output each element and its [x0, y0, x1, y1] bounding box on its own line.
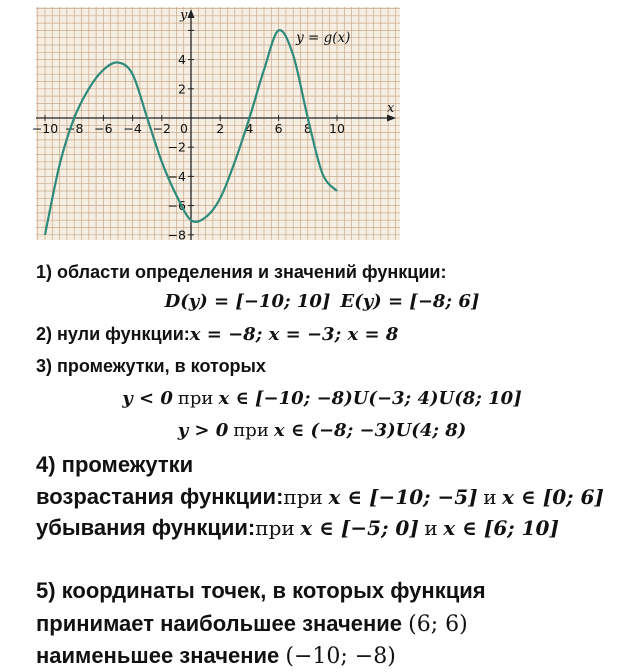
item4-increasing-line — [36, 484, 604, 510]
item4-decreasing-line — [36, 515, 559, 541]
inc-pri: при — [283, 485, 323, 509]
inc-math1: x ∈ [−10; −5] — [328, 485, 478, 509]
graph-svg — [31, 7, 400, 243]
pos-lhs: y > 0 — [177, 420, 229, 441]
dec-pri: при — [255, 516, 295, 540]
max-value: (6; 6) — [408, 612, 468, 637]
item5-max-line — [36, 611, 468, 637]
neg-lhs: y < 0 — [122, 388, 173, 409]
item4-title: 4) промежутки — [36, 452, 194, 477]
item3-title: 3) промежутки, в которых — [36, 356, 266, 376]
x-tick-label: −4 — [123, 121, 142, 136]
dec-label: убывания функции: — [36, 515, 256, 540]
min-label: наименьшее значение — [36, 643, 280, 668]
x-tick-label: 0 — [180, 121, 188, 136]
y-tick-label: −6 — [167, 198, 186, 214]
x-tick-label: −2 — [152, 121, 172, 136]
item3-negative-line — [0, 388, 644, 409]
y-tick-label: −2 — [167, 139, 186, 155]
pos-rhs: x ∈ (−8; −3)U(4; 8) — [273, 420, 467, 441]
neg-rhs: x ∈ [−10; −8)U(−3; 4)U(8; 10] — [218, 388, 522, 409]
function-label: y = g(x) — [296, 30, 351, 47]
dec-math1: x ∈ [−5; 0] — [300, 516, 419, 540]
x-tick-label: 2 — [216, 121, 225, 136]
y-tick-label: 2 — [178, 81, 186, 97]
x-tick-label: 4 — [245, 121, 254, 136]
max-label: принимает наибольшее значение — [36, 611, 403, 636]
item1-title: 1) области определения и значений функции: — [36, 262, 447, 282]
inc-label: возрастания функции: — [36, 484, 284, 509]
y-axis-label: y — [180, 8, 188, 23]
pos-pri: при — [233, 420, 269, 441]
x-tick-label: −8 — [64, 121, 84, 136]
item1-line — [0, 291, 644, 312]
dec-and: и — [424, 516, 438, 540]
dec-math2: x ∈ [6; 10] — [443, 516, 559, 540]
function-graph — [31, 7, 400, 243]
item3-positive-line — [0, 420, 644, 441]
inc-math2: x ∈ [0; 6] — [502, 485, 604, 509]
x-tick-label: 8 — [303, 121, 312, 136]
zeros-math: x = −8; x = −3; x = 8 — [189, 324, 399, 345]
neg-pri: при — [177, 388, 214, 409]
x-axis-label: x — [387, 101, 395, 116]
x-tick-label: 6 — [274, 121, 283, 136]
x-tick-label: −6 — [94, 121, 113, 136]
inc-and: и — [483, 485, 497, 509]
item2-line — [36, 324, 398, 345]
x-tick-label: 10 — [329, 121, 345, 136]
x-tick-label: −10 — [31, 121, 59, 136]
y-tick-label: −4 — [167, 168, 186, 184]
domain-math: D(y) = [−10; 10] — [164, 291, 331, 312]
min-value: (−10; −8) — [285, 644, 396, 669]
y-tick-label: −8 — [167, 227, 186, 243]
range-math: E(y) = [−8; 6] — [340, 291, 480, 312]
y-tick-label: 4 — [178, 52, 186, 68]
item2-title: 2) нули функции: — [36, 324, 190, 344]
item5-min-line — [36, 643, 396, 669]
item5-line1: 5) координаты точек, в которых функция — [36, 578, 486, 603]
